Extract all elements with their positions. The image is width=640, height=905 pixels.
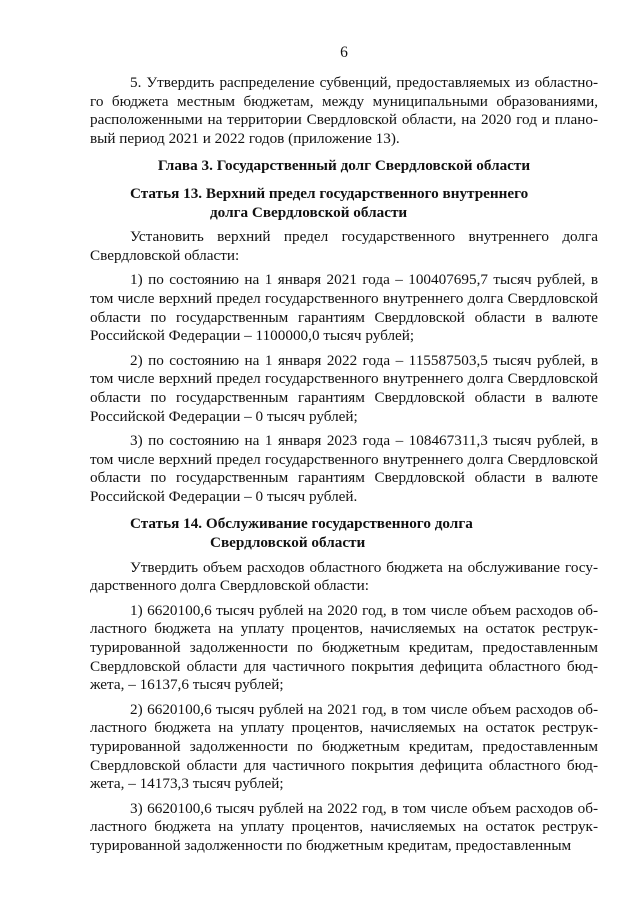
paragraph-5: 5. Утвердить распределение субвенций, предоставляемых из областного бюджета местным бюджетам, между муниципальными образованиями, расположенными на территории Свердловской области, на 2020 год и плановый период 2021 и 2022 годов (приложение 13).	[90, 74, 598, 147]
article-13-item-2: 2) по состоянию на 1 января 2022 года – 115587503,5 тысяч рублей, в том числе верхний предел государственного внутреннего долга Свердловской области по государственным гарантиям Свердловской области в валюте Российской Федерации – 0 тысяч рублей;	[90, 351, 598, 425]
article-13-item-3: 3) по состоянию на 1 января 2023 года – 108467311,3 тысяч рублей, в том числе верхний предел государственного внутреннего долга Свердловской области по государственным гарантиям Свердловской области в валюте Российской Федерации – 0 тысяч рублей.	[90, 432, 598, 505]
article-13-intro: Установить верхний предел государственного внутреннего долга Свердловской области:	[90, 228, 598, 264]
article-13-title	[90, 185, 598, 222]
page-number: 6	[340, 44, 348, 61]
article-13-item-1: 1) по состоянию на 1 января 2021 года – 100407695,7 тысяч рублей, в том числе верхний предел государственного внутреннего долга Свердловской области по государственным гарантиям Свердловской области в валюте Российской Федерации – 1100000,0 тысяч рублей;	[90, 271, 598, 345]
article-14-intro: Утвердить объем расходов областного бюджета на обслуживание государственного долга Свердловской области:	[90, 558, 598, 595]
article-14-title	[90, 515, 598, 552]
article-14-item-1: 1) 6620100,6 тысяч рублей на 2020 год, в том числе объем расходов областного бюджета на уплату процентов, начисляемых на остаток реструктурированной задолженности по бюджетным кредитам, предоставленным Свердловской области для частичного покрытия дефицита областного бюджета, – 16137,6 тысяч рублей;	[90, 601, 598, 694]
article-14-item-2: 2) 6620100,6 тысяч рублей на 2021 год, в том числе объем расходов областного бюджета на уплату процентов, начисляемых на остаток реструктурированной задолженности по бюджетным кредитам, предоставленным Свердловской области для частичного покрытия дефицита областного бюджета, – 14173,3 тысяч рублей;	[90, 700, 598, 793]
article-14-item-3: 3) 6620100,6 тысяч рублей на 2022 год, в том числе объем расходов областного бюджета на уплату процентов, начисляемых на остаток реструктурированной задолженности по бюджетным кредитам, предоставленным	[90, 799, 598, 854]
article-14-title-line2: Свердловской области	[210, 534, 366, 552]
article-13-title-line2: долга Свердловской области	[210, 203, 408, 221]
document-body	[90, 74, 598, 856]
article-13-title-line1: Статья 13. Верхний предел государственного внутреннего	[130, 184, 529, 202]
article-14-title-line1: Статья 14. Обслуживание государственного долга	[130, 515, 473, 533]
chapter-3-title: Глава 3. Государственный долг Свердловской области	[157, 157, 531, 175]
